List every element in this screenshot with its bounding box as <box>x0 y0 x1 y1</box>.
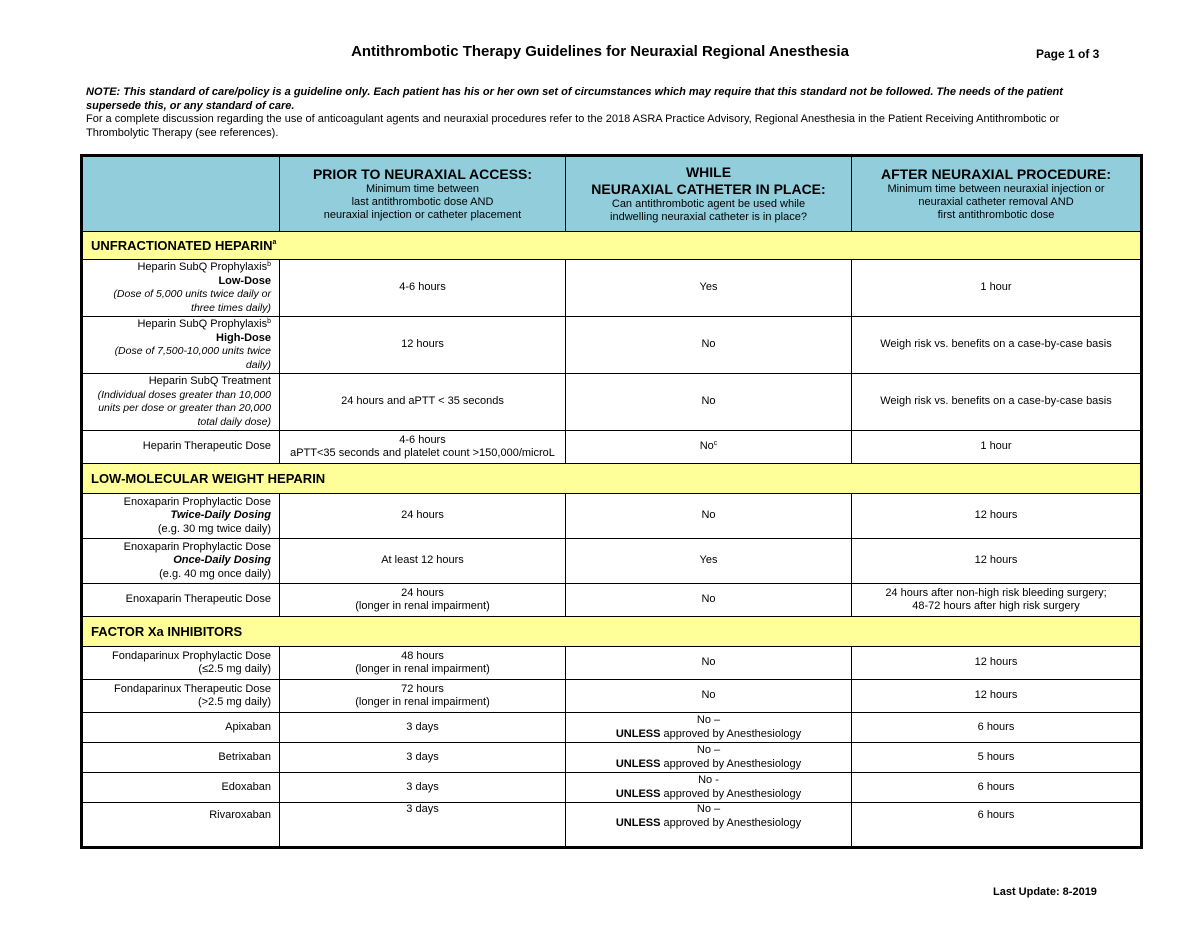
while-unless: UNLESS <box>615 787 661 800</box>
footnote-b: b <box>267 318 271 325</box>
footnote-c: c <box>713 440 718 448</box>
while-cell <box>566 803 852 848</box>
dose-note: (Dose of 7,500-10,000 units twice daily) <box>114 345 271 371</box>
table-row <box>82 317 1142 374</box>
prior-cell: 4-6 hours <box>280 260 566 317</box>
section-xa: FACTOR Xa INHIBITORS <box>82 617 1142 647</box>
drug-name: Fondaparinux Therapeutic Dose <box>114 682 271 695</box>
while-cell: No <box>566 647 852 680</box>
after-cell: 12 hours <box>852 680 1142 713</box>
while-cell: Yes <box>566 260 852 317</box>
row-label: Rivaroxaban <box>82 803 280 848</box>
prior-condition: aPTT<35 seconds and platelet count >150,000/microL <box>290 447 555 459</box>
prior-time: 72 hours <box>401 682 444 695</box>
while-unless: UNLESS <box>615 727 661 740</box>
while-cell: No <box>566 494 852 539</box>
header-prior-line2: last antithrombotic dose AND <box>351 196 494 208</box>
prior-time: 4-6 hours <box>399 433 446 446</box>
while-cell: No <box>566 374 852 431</box>
dose-type: High-Dose <box>216 331 271 344</box>
dose-type: Twice-Daily Dosing <box>170 509 271 522</box>
while-cell <box>566 713 852 743</box>
while-line2: approved by Anesthesiology <box>660 816 802 829</box>
dose-note: (e.g. 40 mg once daily) <box>159 567 271 580</box>
while-cell: No <box>566 680 852 713</box>
header-prior-title: PRIOR TO NEURAXIAL ACCESS: <box>312 166 533 182</box>
dose-note: (Individual doses greater than 10,000 units per dose or greater than 20,000 total daily dose) <box>97 388 271 428</box>
row-label <box>82 494 280 539</box>
header-blank <box>82 156 280 232</box>
dose-note: (>2.5 mg daily) <box>197 696 271 708</box>
after-cell: Weigh risk vs. benefits on a case-by-case basis <box>852 374 1142 431</box>
header-prior <box>280 156 566 232</box>
prior-cell <box>280 584 566 617</box>
while-line2: approved by Anesthesiology <box>660 757 802 770</box>
page-title: Antithrombotic Therapy Guidelines for Neuraxial Regional Anesthesia <box>351 43 849 60</box>
after-cell: Weigh risk vs. benefits on a case-by-case basis <box>852 317 1142 374</box>
row-label: Enoxaparin Therapeutic Dose <box>82 584 280 617</box>
after-cell: 12 hours <box>852 539 1142 584</box>
while-line1: No – <box>696 744 721 756</box>
while-cell <box>566 773 852 803</box>
after-line2: 48-72 hours after high risk surgery <box>912 600 1080 612</box>
row-label: Edoxaban <box>82 773 280 803</box>
header-after-title: AFTER NEURAXIAL PROCEDURE: <box>881 166 1111 182</box>
prior-condition: (longer in renal impairment) <box>355 600 490 612</box>
prior-cell: 3 days <box>280 743 566 773</box>
while-cell: Yes <box>566 539 852 584</box>
table-row <box>82 494 1142 539</box>
prior-condition: (longer in renal impairment) <box>355 696 490 708</box>
section-row <box>82 232 1142 260</box>
prior-cell <box>280 647 566 680</box>
dose-type: Low-Dose <box>218 274 271 287</box>
while-unless: UNLESS <box>615 816 661 829</box>
after-cell <box>852 584 1142 617</box>
drug-name: Enoxaparin Prophylactic Dose <box>123 495 271 508</box>
while-cell <box>566 743 852 773</box>
drug-name: Fondaparinux Prophylactic Dose <box>112 649 271 662</box>
table-row <box>82 680 1142 713</box>
while-line2: approved by Anesthesiology <box>660 727 802 740</box>
section-row <box>82 617 1142 647</box>
row-label <box>82 539 280 584</box>
header-while <box>566 156 852 232</box>
header-prior-line3: neuraxial injection or catheter placement <box>323 209 522 221</box>
after-cell: 6 hours <box>852 803 1142 848</box>
header-after-line2: neuraxial catheter removal AND <box>918 196 1074 208</box>
while-line2: approved by Anesthesiology <box>660 787 802 800</box>
guidelines-table <box>80 154 1143 849</box>
section-row <box>82 464 1142 494</box>
dose-type: Once-Daily Dosing <box>173 554 271 567</box>
while-cell <box>566 431 852 464</box>
after-cell: 6 hours <box>852 773 1142 803</box>
row-label <box>82 647 280 680</box>
after-cell: 12 hours <box>852 647 1142 680</box>
section-ufh-label: UNFRACTIONATED HEPARIN <box>91 237 273 253</box>
after-cell: 1 hour <box>852 431 1142 464</box>
after-cell: 5 hours <box>852 743 1142 773</box>
while-line1: No – <box>696 803 721 815</box>
prior-cell: At least 12 hours <box>280 539 566 584</box>
table-row <box>82 584 1142 617</box>
row-label <box>82 680 280 713</box>
table-row <box>82 374 1142 431</box>
prior-cell: 24 hours <box>280 494 566 539</box>
header-while-title1: WHILE <box>685 164 732 180</box>
last-update: Last Update: 8-2019 <box>993 886 1097 898</box>
header-after-line1: Minimum time between neuraxial injection or <box>887 183 1105 195</box>
table-row <box>82 743 1142 773</box>
header-while-title2: NEURAXIAL CATHETER IN PLACE: <box>591 181 826 197</box>
row-label: Heparin Therapeutic Dose <box>82 431 280 464</box>
footnote-a: a <box>272 238 277 246</box>
disclaimer-note <box>86 86 1116 140</box>
footnote-b: b <box>267 261 271 268</box>
row-label <box>82 260 280 317</box>
drug-name: Heparin SubQ Treatment <box>148 375 271 387</box>
table-row <box>82 773 1142 803</box>
row-label: Apixaban <box>82 713 280 743</box>
section-lmwh: LOW-MOLECULAR WEIGHT HEPARIN <box>82 464 1142 494</box>
after-cell: 12 hours <box>852 494 1142 539</box>
table-row <box>82 713 1142 743</box>
dose-note: (e.g. 30 mg twice daily) <box>157 522 271 535</box>
while-line1: No – <box>696 714 721 726</box>
prior-time: 24 hours <box>401 586 444 599</box>
after-cell: 1 hour <box>852 260 1142 317</box>
row-label: Betrixaban <box>82 743 280 773</box>
table-row <box>82 539 1142 584</box>
table-row <box>82 260 1142 317</box>
prior-condition: (longer in renal impairment) <box>355 663 490 675</box>
prior-cell <box>280 431 566 464</box>
table-row <box>82 431 1142 464</box>
header-row <box>82 156 1142 232</box>
header-while-line1: Can antithrombotic agent be used while <box>611 198 806 210</box>
prior-cell: 3 days <box>280 773 566 803</box>
header-while-line2: indwelling neuraxial catheter is in place? <box>610 211 807 223</box>
drug-name: Heparin SubQ Prophylaxis <box>137 318 268 330</box>
prior-cell <box>280 680 566 713</box>
note-reference: For a complete discussion regarding the use of anticoagulant agents and neuraxial procedures refer to the 2018 ASRA Practice Advisory, Regional Anesthesia in the Patient Receiving Antithrombotic or Thrombolytic Therapy (see references). <box>86 113 1060 139</box>
note-bold: NOTE: This standard of care/policy is a guideline only. Each patient has his or her own set of circumstances which may require that this standard not be followed. The needs of the patient supersede this, or any standard of care. <box>86 86 1063 112</box>
after-line1: 24 hours after non-high risk bleeding surgery; <box>885 586 1107 599</box>
after-cell: 6 hours <box>852 713 1142 743</box>
while-unless: UNLESS <box>615 757 661 770</box>
dose-note: (Dose of 5,000 units twice daily or three times daily) <box>113 288 271 314</box>
header-after <box>852 156 1142 232</box>
while-value: No <box>699 440 714 453</box>
section-ufh <box>82 232 1142 260</box>
prior-cell: 3 days <box>280 713 566 743</box>
while-cell: No <box>566 317 852 374</box>
prior-cell: 3 days <box>280 803 566 848</box>
prior-cell: 12 hours <box>280 317 566 374</box>
header-prior-line1: Minimum time between <box>365 183 480 195</box>
while-line1: No - <box>698 774 719 786</box>
drug-name: Heparin SubQ Prophylaxis <box>137 261 268 273</box>
page-number: Page 1 of 3 <box>1036 47 1100 61</box>
prior-cell: 24 hours and aPTT < 35 seconds <box>280 374 566 431</box>
drug-name: Enoxaparin Prophylactic Dose <box>123 540 271 553</box>
row-label <box>82 374 280 431</box>
table-row <box>82 803 1142 848</box>
row-label <box>82 317 280 374</box>
prior-time: 48 hours <box>401 649 444 662</box>
while-cell: No <box>566 584 852 617</box>
dose-note: (≤2.5 mg daily) <box>198 663 271 675</box>
header-after-line3: first antithrombotic dose <box>937 209 1055 221</box>
table-row <box>82 647 1142 680</box>
